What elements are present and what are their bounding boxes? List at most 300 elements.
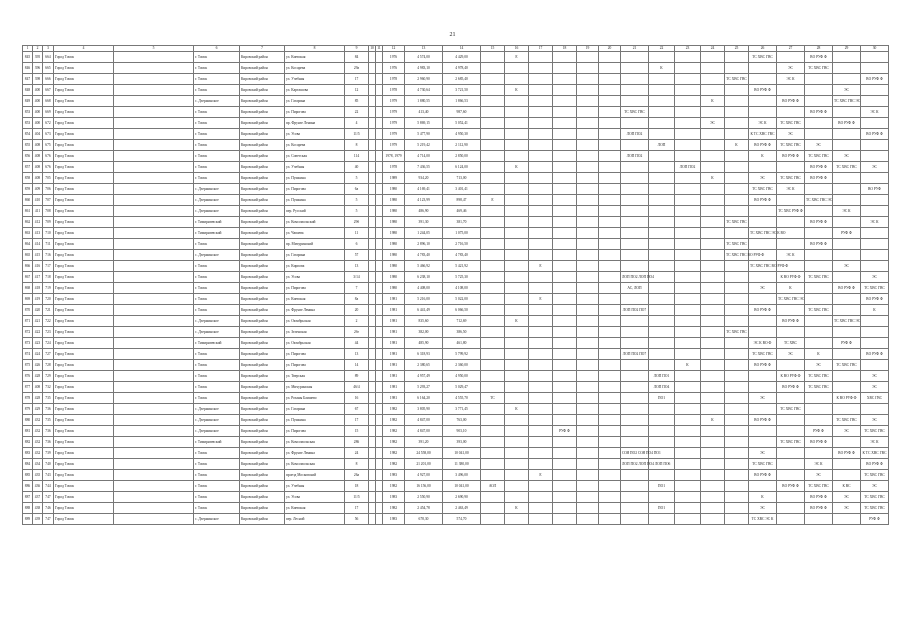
table-cell: 4 950,00	[443, 371, 481, 382]
table-cell	[805, 206, 833, 217]
table-cell	[749, 96, 777, 107]
table-cell: 1981	[383, 338, 405, 349]
table-cell	[529, 140, 553, 151]
table-cell: Город Томск	[54, 470, 114, 481]
table-cell: Е	[529, 294, 553, 305]
table-cell: Кировский район	[240, 228, 285, 239]
table-cell	[114, 492, 194, 503]
table-cell: ул. Пушкина	[285, 195, 345, 206]
table-cell: 6 066,50	[443, 305, 481, 316]
table-cell	[529, 63, 553, 74]
table-cell: 898,47	[443, 195, 481, 206]
table-cell	[369, 360, 376, 371]
table-cell: ТС ХВС ГВС	[777, 118, 805, 129]
table-row	[23, 382, 889, 393]
table-cell: г. Томск	[194, 261, 240, 272]
table-cell	[833, 305, 861, 316]
table-cell: с. Дзержинское	[194, 206, 240, 217]
table-cell: ЭС	[805, 470, 833, 481]
table-cell: ТС ХВС ГВС ВО РУФ Ф	[725, 250, 749, 261]
table-cell	[675, 151, 701, 162]
table-cell	[553, 151, 577, 162]
table-cell: Город Томск	[54, 74, 114, 85]
table-cell	[376, 217, 383, 228]
table-cell: 747	[43, 514, 54, 525]
table-row	[23, 129, 889, 140]
table-cell	[577, 217, 599, 228]
table-cell	[861, 140, 889, 151]
table-cell: г. Томск	[194, 140, 240, 151]
table-cell: 854	[23, 129, 33, 140]
table-cell: 67	[345, 404, 369, 415]
table-cell	[777, 426, 805, 437]
table-cell: с. Дзержинское	[194, 426, 240, 437]
table-cell: проезд Московский	[285, 470, 345, 481]
table-cell	[675, 305, 701, 316]
table-cell	[529, 52, 553, 63]
table-cell: Кировский район	[240, 272, 285, 283]
table-cell: ТС ХВС ГВС	[725, 217, 749, 228]
table-cell	[114, 448, 194, 459]
table-cell	[621, 261, 649, 272]
table-cell: 21 201,00	[405, 459, 443, 470]
table-cell	[369, 239, 376, 250]
table-cell	[621, 118, 649, 129]
table-cell	[553, 96, 577, 107]
table-cell: ул. Чапаева	[285, 228, 345, 239]
table-cell: 1980	[383, 228, 405, 239]
table-cell: Кировский район	[240, 426, 285, 437]
table-cell: 469,46	[443, 206, 481, 217]
table-cell	[649, 283, 675, 294]
table-cell	[805, 514, 833, 525]
table-cell: РУФ Ф	[553, 426, 577, 437]
table-cell	[529, 283, 553, 294]
table-cell	[553, 140, 577, 151]
table-cell	[505, 349, 529, 360]
table-cell: ЭС К	[749, 118, 777, 129]
table-cell	[376, 360, 383, 371]
table-cell: 11	[345, 228, 369, 239]
table-cell: ул. Фрунзе Ленина	[285, 305, 345, 316]
table-cell: ул. Пирогова	[285, 184, 345, 195]
table-cell	[505, 459, 529, 470]
table-cell: К	[749, 492, 777, 503]
table-cell	[114, 283, 194, 294]
table-cell	[577, 349, 599, 360]
table-cell: 16 156,00	[405, 481, 443, 492]
table-row	[23, 85, 889, 96]
column-header: 19	[577, 46, 599, 52]
table-cell	[725, 382, 749, 393]
table-cell	[577, 162, 599, 173]
table-cell	[777, 107, 805, 118]
table-cell	[701, 217, 725, 228]
table-cell	[675, 393, 701, 404]
table-cell: 1980	[383, 217, 405, 228]
table-cell: г. Томск	[194, 459, 240, 470]
table-cell	[114, 305, 194, 316]
table-cell: 727	[43, 349, 54, 360]
column-header: 9	[345, 46, 369, 52]
table-cell	[505, 470, 529, 481]
table-cell: Город Томск	[54, 283, 114, 294]
table-cell: 4 783,40	[405, 250, 443, 261]
table-cell: Город Томск	[54, 514, 114, 525]
table-cell	[805, 404, 833, 415]
table-cell	[749, 371, 777, 382]
table-cell: 717	[43, 261, 54, 272]
table-cell: 12	[345, 85, 369, 96]
table-cell	[777, 52, 805, 63]
table-cell	[621, 85, 649, 96]
table-cell: 861	[23, 206, 33, 217]
table-row	[23, 426, 889, 437]
table-cell: 2 550,90	[405, 492, 443, 503]
table-cell	[369, 118, 376, 129]
table-cell: ТС ХВС ГВС	[805, 481, 833, 492]
table-cell	[861, 404, 889, 415]
table-cell: 1 866,53	[443, 96, 481, 107]
table-cell	[599, 239, 621, 250]
table-cell: ул. Зеленская	[285, 327, 345, 338]
table-cell	[675, 338, 701, 349]
table-cell	[649, 492, 675, 503]
table-cell: 1982	[383, 404, 405, 415]
table-cell: Кировский район	[240, 305, 285, 316]
table-row	[23, 360, 889, 371]
table-cell: ЛОП ПО2	[621, 129, 649, 140]
table-cell: ул. Тверская	[285, 371, 345, 382]
table-cell	[749, 437, 777, 448]
table-cell: Кировский район	[240, 239, 285, 250]
table-cell: 408	[33, 151, 43, 162]
table-cell: 4 950,30	[443, 129, 481, 140]
table-cell: ЭС	[861, 272, 889, 283]
table-cell	[114, 250, 194, 261]
table-cell	[529, 118, 553, 129]
table-row	[23, 316, 889, 327]
table-cell: 747	[43, 492, 54, 503]
table-cell: К	[649, 63, 675, 74]
table-cell	[675, 250, 701, 261]
table-cell	[675, 294, 701, 305]
table-cell	[833, 173, 861, 184]
table-cell: ТС ХВС	[777, 338, 805, 349]
table-cell	[577, 294, 599, 305]
table-cell	[505, 96, 529, 107]
table-cell	[649, 74, 675, 85]
table-cell: К	[749, 151, 777, 162]
column-header: 1	[23, 46, 33, 52]
table-cell	[376, 96, 383, 107]
table-cell	[833, 107, 861, 118]
table-cell	[505, 492, 529, 503]
table-cell	[481, 294, 505, 305]
table-cell: ЭС К	[861, 107, 889, 118]
table-cell	[376, 228, 383, 239]
table-cell: г. Тимирязевский	[194, 217, 240, 228]
table-cell	[777, 239, 805, 250]
table-cell	[529, 195, 553, 206]
table-cell	[675, 228, 701, 239]
table-cell	[675, 195, 701, 206]
table-cell	[649, 426, 675, 437]
table-cell: 286	[345, 437, 369, 448]
table-cell: 1976	[383, 63, 405, 74]
table-cell	[114, 382, 194, 393]
table-cell: 420	[33, 305, 43, 316]
table-cell: 720	[43, 294, 54, 305]
table-cell: 1981	[383, 316, 405, 327]
table-cell: 1982	[383, 437, 405, 448]
table-cell	[675, 184, 701, 195]
table-cell	[114, 118, 194, 129]
table-cell	[599, 184, 621, 195]
table-cell	[114, 514, 194, 525]
table-cell	[675, 448, 701, 459]
table-cell: 4 783,40	[443, 250, 481, 261]
table-cell	[369, 503, 376, 514]
table-cell	[725, 503, 749, 514]
table-cell: г. Томск	[194, 393, 240, 404]
table-cell: 739	[43, 448, 54, 459]
table-cell	[805, 327, 833, 338]
table-cell: Город Томск	[54, 272, 114, 283]
table-cell: ВО РУФ Ф	[805, 107, 833, 118]
table-cell: ул. Комсомольская	[285, 437, 345, 448]
table-cell	[675, 217, 701, 228]
table-cell: 667	[43, 85, 54, 96]
table-cell	[114, 217, 194, 228]
table-cell: ЭС	[861, 371, 889, 382]
table-cell: Кировский район	[240, 162, 285, 173]
table-cell	[577, 470, 599, 481]
table-cell: 1982	[383, 426, 405, 437]
table-cell	[577, 272, 599, 283]
table-cell	[114, 415, 194, 426]
column-header: 30	[861, 46, 889, 52]
table-cell	[649, 173, 675, 184]
table-cell	[369, 107, 376, 118]
table-cell: К	[505, 85, 529, 96]
table-cell: 879	[23, 404, 33, 415]
table-cell: ул. Гагарина	[285, 250, 345, 261]
table-cell	[481, 459, 505, 470]
table-cell: Е	[529, 470, 553, 481]
table-cell: Город Томск	[54, 129, 114, 140]
table-cell	[701, 371, 725, 382]
table-cell: Кировский район	[240, 173, 285, 184]
table-cell: ТС ХВС ГВС	[777, 140, 805, 151]
table-cell	[376, 74, 383, 85]
table-cell	[369, 129, 376, 140]
table-cell: 675	[43, 140, 54, 151]
table-cell	[649, 228, 675, 239]
table-cell	[553, 129, 577, 140]
table-cell	[621, 96, 649, 107]
table-cell: ЭС	[749, 283, 777, 294]
table-cell	[701, 305, 725, 316]
table-cell: 1 075,00	[443, 228, 481, 239]
table-cell	[701, 327, 725, 338]
table-row	[23, 52, 889, 63]
table-cell	[369, 85, 376, 96]
table-cell: К	[505, 162, 529, 173]
table-cell: Город Томск	[54, 404, 114, 415]
table-cell: Город Томск	[54, 63, 114, 74]
table-cell: 4 108,00	[443, 283, 481, 294]
table-cell	[675, 206, 701, 217]
table-cell	[725, 448, 749, 459]
table-cell: 26а	[345, 470, 369, 481]
table-cell	[675, 514, 701, 525]
table-cell: 1979	[383, 96, 405, 107]
table-cell	[725, 316, 749, 327]
table-cell: 2бг	[345, 327, 369, 338]
table-cell	[725, 371, 749, 382]
table-cell: пр. Мичуринский	[285, 239, 345, 250]
table-cell: 1979	[383, 118, 405, 129]
table-cell	[649, 151, 675, 162]
table-cell	[553, 184, 577, 195]
table-cell	[725, 173, 749, 184]
table-cell	[376, 151, 383, 162]
table-cell	[577, 206, 599, 217]
table-cell: ТС ХВС ГВС	[805, 63, 833, 74]
table-cell	[114, 107, 194, 118]
table-cell	[577, 503, 599, 514]
table-cell	[621, 514, 649, 525]
table-cell: Кировский район	[240, 118, 285, 129]
table-cell	[376, 261, 383, 272]
table-cell: 11/5	[345, 492, 369, 503]
table-cell	[553, 195, 577, 206]
table-cell: 888	[23, 503, 33, 514]
table-cell: 1 244,05	[405, 228, 443, 239]
table-cell: 40	[345, 162, 369, 173]
column-header: 10	[370, 46, 374, 51]
table-cell: 398	[33, 74, 43, 85]
table-cell: К	[725, 140, 749, 151]
table-cell	[481, 52, 505, 63]
table-cell: 413,40	[405, 107, 443, 118]
table-cell	[505, 382, 529, 393]
table-cell	[621, 338, 649, 349]
table-cell	[777, 360, 805, 371]
table-cell: ТС ХВС ГВС	[777, 173, 805, 184]
table-cell	[481, 140, 505, 151]
table-cell	[599, 261, 621, 272]
table-cell: 712,69	[443, 316, 481, 327]
table-cell: 461,80	[443, 338, 481, 349]
table-cell: 676	[43, 151, 54, 162]
table-cell	[701, 459, 725, 470]
table-cell	[833, 470, 861, 481]
table-cell: Город Томск	[54, 492, 114, 503]
table-cell	[114, 272, 194, 283]
table-cell	[725, 129, 749, 140]
table-cell: 432	[33, 415, 43, 426]
table-cell	[701, 448, 725, 459]
table-cell: 391,20	[405, 437, 443, 448]
table-cell: 1981	[383, 382, 405, 393]
table-cell	[529, 85, 553, 96]
table-cell: К	[861, 305, 889, 316]
table-cell: Кировский район	[240, 140, 285, 151]
table-cell	[376, 382, 383, 393]
table-cell	[599, 492, 621, 503]
table-cell	[529, 228, 553, 239]
table-cell	[505, 107, 529, 118]
table-cell: 1976	[383, 52, 405, 63]
table-cell: 722	[43, 316, 54, 327]
table-cell: К	[805, 349, 833, 360]
table-cell: ЭС	[749, 393, 777, 404]
table-cell	[369, 217, 376, 228]
table-cell: 713,00	[443, 173, 481, 184]
table-cell	[599, 228, 621, 239]
table-cell: 763,00	[443, 415, 481, 426]
table-cell	[481, 129, 505, 140]
table-cell: К	[777, 283, 805, 294]
table-cell	[861, 239, 889, 250]
table-cell	[675, 470, 701, 481]
column-header: 4	[54, 46, 114, 52]
table-cell	[505, 327, 529, 338]
table-cell	[553, 514, 577, 525]
table-cell: ТС ХВС ГВС	[805, 305, 833, 316]
table-cell	[701, 140, 725, 151]
table-cell: 438	[33, 503, 43, 514]
table-row	[23, 151, 889, 162]
table-cell	[577, 228, 599, 239]
table-cell	[725, 393, 749, 404]
table-cell: ул. Мичуринская	[285, 382, 345, 393]
table-cell: 5 799,92	[443, 349, 481, 360]
table-cell	[577, 107, 599, 118]
table-cell: 863	[23, 228, 33, 239]
table-row	[23, 470, 889, 481]
column-header: 29	[833, 46, 861, 52]
table-cell	[701, 107, 725, 118]
table-cell: ЭС	[777, 349, 805, 360]
table-cell: 707	[43, 195, 54, 206]
table-cell	[369, 283, 376, 294]
table-cell: 855	[23, 140, 33, 151]
table-cell	[701, 129, 725, 140]
table-cell: 886	[23, 481, 33, 492]
table-cell	[577, 360, 599, 371]
table-cell	[725, 228, 749, 239]
table-cell: ул. Пирогова	[285, 283, 345, 294]
table-cell: 436	[33, 481, 43, 492]
table-cell	[833, 74, 861, 85]
table-cell: ТС ХВС ГВС	[749, 459, 777, 470]
table-cell: 3 401,41	[443, 184, 481, 195]
table-cell: ЭС	[833, 426, 861, 437]
table-cell	[833, 217, 861, 228]
table-cell: 1978	[383, 74, 405, 85]
table-cell	[861, 173, 889, 184]
table-cell: Кировский район	[240, 261, 285, 272]
table-cell: ТС ХВС ЭС К	[749, 514, 777, 525]
table-cell: Город Томск	[54, 195, 114, 206]
table-cell	[649, 250, 675, 261]
table-cell	[505, 261, 529, 272]
table-cell: 4 927,00	[405, 470, 443, 481]
table-cell	[621, 250, 649, 261]
